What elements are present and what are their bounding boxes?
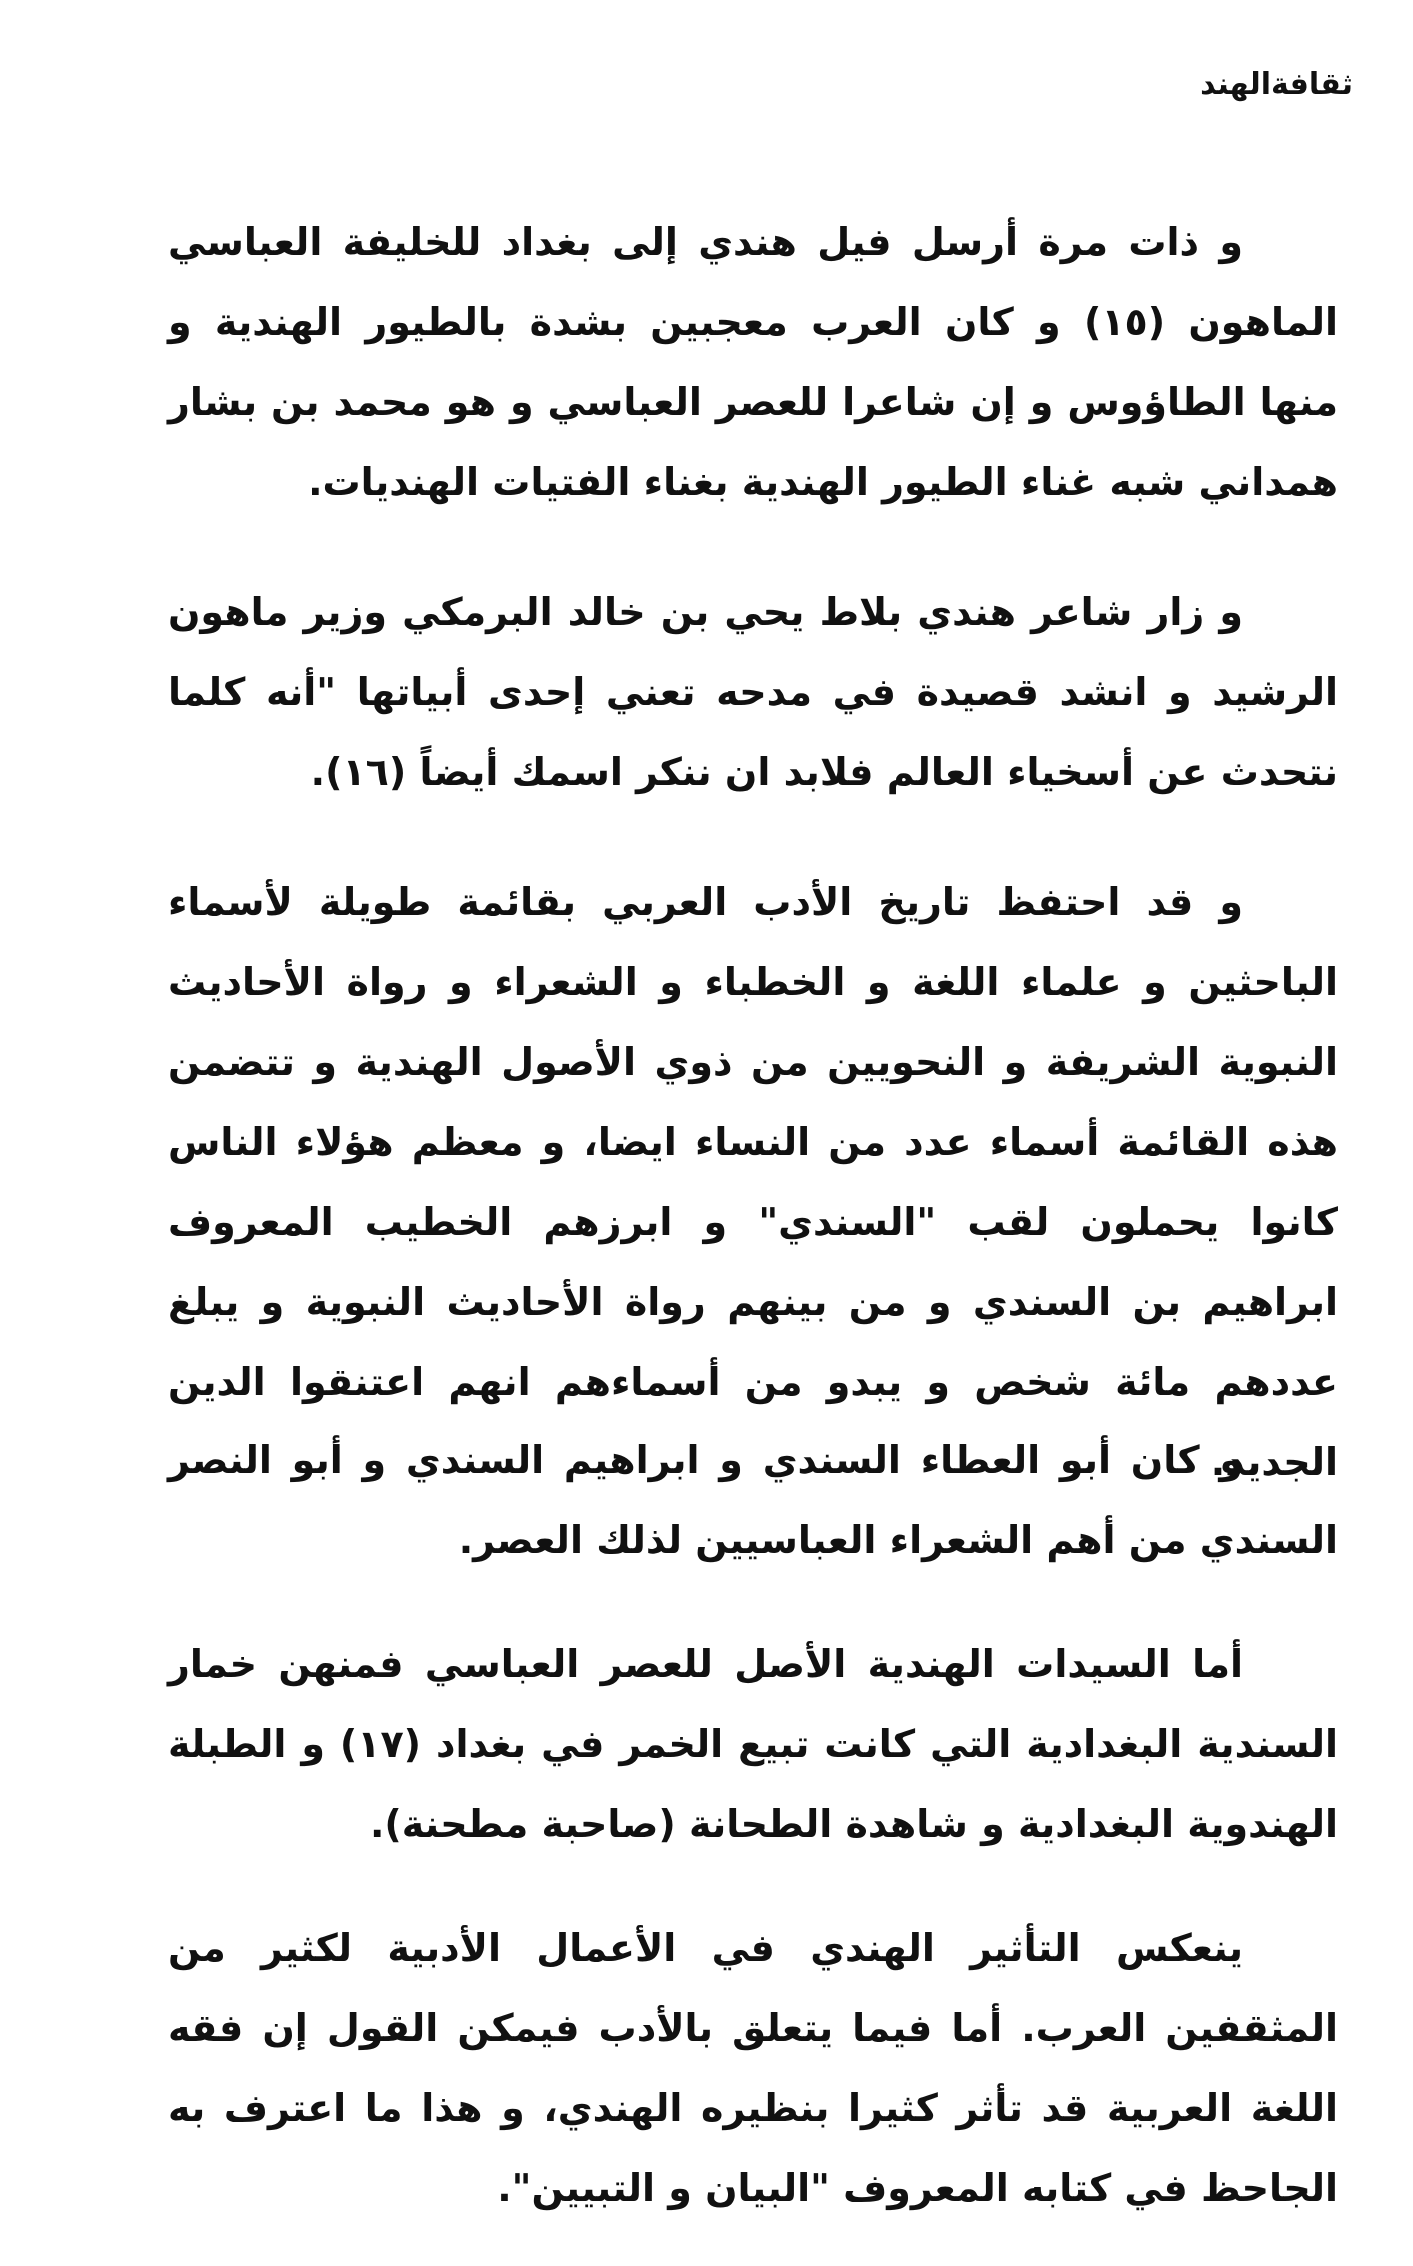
paragraph bbox=[168, 1908, 1338, 2228]
paragraph-text: ينعكس التأثير الهندي في الأعمال الأدبية لكثير من المثقفين العرب. أما فيما يتعلق بالأدب فيمكن القول إن فقه اللغة العربية قد تأثر كثيرا بنظيره الهندي، و هذا ما اعترف به الجاحظ في كتابه المعروف "البيان و التبيين". bbox=[168, 1926, 1338, 2210]
paragraph bbox=[168, 862, 1338, 1502]
paragraph-text: و كان أبو العطاء السندي و ابراهيم السندي و أبو النصر السندي من أهم الشعراء العباسيين لذلك العصر. bbox=[168, 1438, 1338, 1562]
paragraph-text: أما السيدات الهندية الأصل للعصر العباسي فمنهن خمار السندية البغدادية التي كانت تبيع الخمر في بغداد (١٧) و الطبلة الهندوية البغدادية و شاهدة الطحانة (صاحبة مطحنة). bbox=[168, 1642, 1338, 1846]
paragraph bbox=[168, 1420, 1338, 1580]
paragraph-text: و ذات مرة أرسل فيل هندي إلى بغداد للخليفة العباسي الماهون (١٥) و كان العرب معجبين بشدة بالطيور الهندية و منها الطاؤوس و إن شاعرا للعصر العباسي و هو محمد بن بشار همداني شبه غناء الطيور الهندية بغناء الفتيات الهنديات. bbox=[168, 220, 1338, 504]
paragraph bbox=[168, 202, 1338, 522]
paragraph bbox=[168, 1624, 1338, 1864]
paragraph-text: و زار شاعر هندي بلاط يحي بن خالد البرمكي وزير ماهون الرشيد و انشد قصيدة في مدحه تعني إحدى أبياتها "أنه كلما نتحدث عن أسخياء العالم فلابد ان ننكر اسمك أيضاً (١٦). bbox=[168, 590, 1338, 794]
paragraph bbox=[168, 572, 1338, 812]
running-header: ثقافةالهند bbox=[1200, 67, 1353, 102]
paragraph-text: و قد احتفظ تاريخ الأدب العربي بقائمة طويلة لأسماء الباحثين و علماء اللغة و الخطباء و الشعراء و رواة الأحاديث النبوية الشريفة و النحويين من ذوي الأصول الهندية و تتضمن هذه القائمة أسماء عدد من النساء ايضا، و معظم هؤلاء الناس كانوا يحملون لقب "السندي" و ابرزهم الخطيب المعروف ابراهيم بن السندي و من بينهم رواة الأحاديث النبوية و يبلغ عددهم مائة شخص و يبدو من أسماءهم انهم اعتنقوا الدين الجديد. bbox=[168, 880, 1338, 1484]
